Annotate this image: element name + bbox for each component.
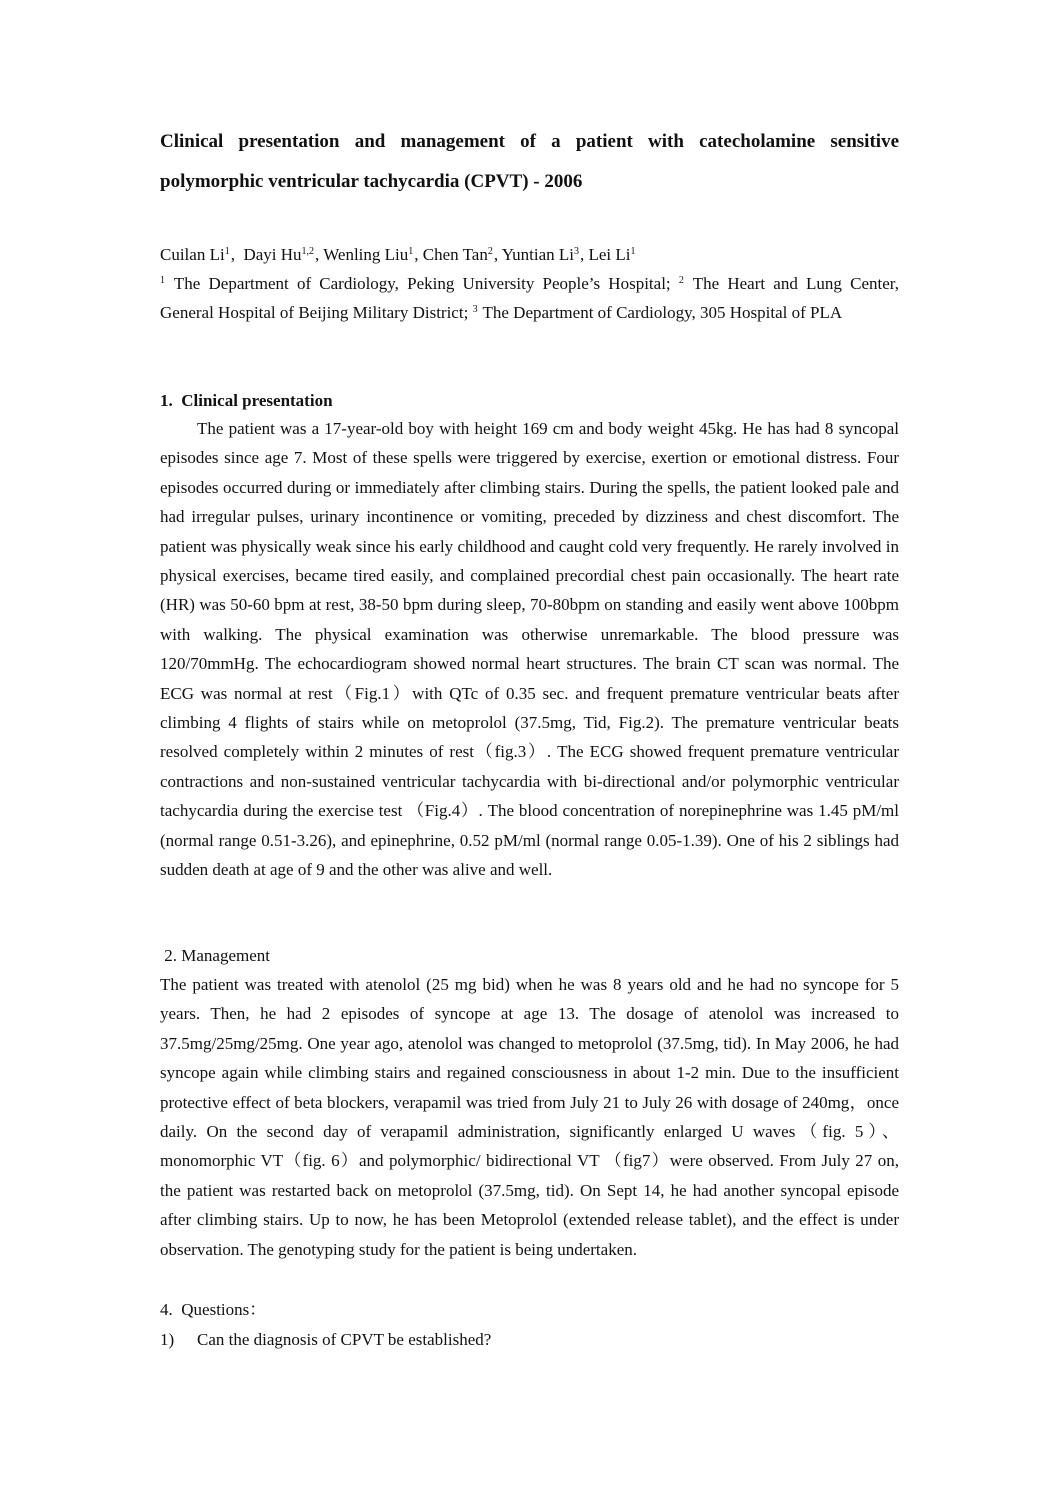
author-separator: , (230, 245, 244, 264)
author-affiliation-mark: 3 (573, 246, 579, 257)
author (502, 245, 589, 264)
author-affiliation-mark: 2 (487, 246, 493, 257)
author-name: Yuntian Li (501, 245, 574, 264)
author-affiliation-mark: 1,2 (301, 246, 315, 257)
author-separator: , (414, 245, 423, 264)
affiliation-text: The Department of Cardiology, 305 Hospital of PLA (478, 303, 843, 323)
section-heading-questions: 4. Questions： (160, 1300, 267, 1319)
author-name: Chen Tan (422, 245, 488, 264)
author (243, 245, 323, 264)
author (423, 245, 502, 264)
author-affiliation-mark: 1 (630, 246, 636, 257)
affiliation-mark: 2 (678, 275, 684, 286)
author-name: Lei Li (588, 245, 631, 264)
author (323, 245, 423, 264)
author-name: Wenling Liu (323, 245, 409, 264)
author-separator: , (315, 245, 324, 264)
author-separator: , (579, 245, 589, 264)
section-heading-management: 2. Management (160, 946, 270, 965)
author-list (160, 240, 899, 269)
author-separator: , (493, 245, 502, 264)
affiliation-mark: 1 (160, 275, 165, 286)
question-number: 1) (160, 1330, 175, 1349)
question-item (160, 1325, 899, 1354)
author-name: Dayi Hu (243, 245, 302, 264)
author-affiliation-mark: 1 (224, 246, 230, 257)
section-body-management: The patient was treated with atenolol (25 mg bid) when he was 8 years old and he had no syncope for 5 years. Then, he had 2 episodes of syncope at age 13. The dosage of atenolol was increased to 37.5mg/25mg/25mg. One year ago, atenolol was changed to metoprolol (37.5mg, tid). In May 2006, he had syncope again while climbing stairs and regained consciousness in about 1-2 min. Due to the insufficient protective effect of beta blockers, verapamil was tried from July 21 to July 26 with dosage of 240mg，once daily. On the second day of verapamil administration, significantly enlarged U waves（fig. 5）、monomorphic VT（fig. 6）and polymorphic/ bidirectional VT （fig7）were observed. From July 27 on, the patient was restarted back on metoprolol (37.5mg, tid). On Sept 14, he had another syncopal episode after climbing stairs. Up to now, he has been Metoprolol (extended release tablet), and the effect is under observation. The genotyping study for the patient is being undertaken. (160, 975, 899, 1259)
author-affiliation-mark: 1 (408, 246, 414, 257)
author-name: Cuilan Li (160, 245, 225, 264)
question-text: Can the diagnosis of CPVT be established? (197, 1330, 492, 1349)
author (588, 245, 636, 264)
affiliation-mark: 3 (472, 304, 478, 316)
affiliation-text: The Heart and Lung Center, General Hospital of Beijing Military District; (160, 274, 899, 323)
section-body-clinical-presentation: The patient was a 17-year-old boy with height 169 cm and body weight 45kg. He has had 8 syncopal episodes since age 7. Most of these spells were triggered by exercise, exertion or emotional distress. Four episodes occurred during or immediately after climbing stairs. During the spells, the patient looked pale and had irregular pulses, urinary incontinence or vomiting, preceded by dizziness and chest discomfort. The patient was physically weak since his early childhood and caught cold very frequently. He rarely involved in physical exercises, became tired easily, and complained precordial chest pain occasionally. The heart rate (HR) was 50-60 bpm at rest, 38-50 bpm during sleep, 70-80bpm on standing and easily went above 100bpm with walking. The physical examination was otherwise unremarkable. The blood pressure was 120/70mmHg. The echocardiogram showed normal heart structures. The brain CT scan was normal. The ECG was normal at rest（Fig.1）with QTc of 0.35 sec. and frequent premature ventricular beats after climbing 4 flights of stairs while on metoprolol (37.5mg, Tid, Fig.2). The premature ventricular beats resolved completely within 2 minutes of rest（fig.3）. The ECG showed frequent premature ventricular contractions and non-sustained ventricular tachycardia with bi-directional and/or polymorphic ventricular tachycardia during the exercise test （Fig.4）. The blood concentration of norepinephrine was 1.45 pM/ml (normal range 0.51-3.26), and epinephrine, 0.52 pM/ml (normal range 0.05-1.39). One of his 2 siblings had sudden death at age of 9 and the other was alive and well. (160, 419, 899, 880)
paper-title: Clinical presentation and management of a patient with catecholamine sensitive polymorphic ventricular tachycardia (CPVT) - 2006 (160, 131, 899, 192)
affiliation-list (160, 269, 899, 328)
section-heading-clinical-presentation: 1. Clinical presentation (160, 391, 333, 410)
author (160, 245, 243, 264)
affiliation-text: The Department of Cardiology, Peking University People’s Hospital; (166, 274, 679, 293)
